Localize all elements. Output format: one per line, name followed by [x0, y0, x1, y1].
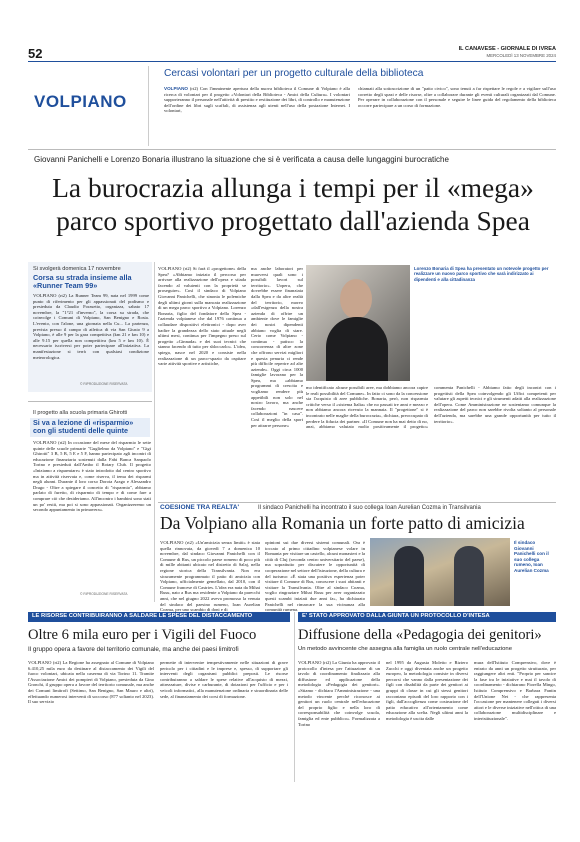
firefighters-bar-text: LE RISORSE CONTRIBUIRANNO A SALDARE LE SPESE DEL DISTACCAMENTO	[32, 613, 253, 619]
race-kicker: Si svolgerà domenica 17 novembre	[33, 266, 121, 272]
romania-caption: Il sindaco Giovanni Panichelli con il suo collega rumeno, Ioan Aurelian Cozma	[514, 540, 549, 573]
race-body: VOLPIANO (rt2) La Runner Team 99, nata nel 1999 come punto di riferimento per gli appassionati del podismo e presieduta da Claudio Forasetto, organizza, sabato 17 novembre, la "1°21 d'inverno", la corsa su strada, che coinvolge i Comuni di Volpiano, San Benigno e Rosta. L'evento, con l'alone, una giornata nella Cu... La partenza, prevista presso il campo di atletica di via San Giusto 9 a Volpiano, è alle 9 per la gara competitiva (km 21 e km 10) e alle 9.15 per quella non competitiva (km 5 e km 10). È necessario iscriversi per poter partecipare all'iniziativa. La manifestazione si terrà con qualsiasi condizione meteorologica.	[33, 293, 149, 360]
spea-caption: Lorenzo Bonaria di Spea ha presentato un notevole progetto per realizzare un nuovo parco sportivo che sarà indirizzato ai dipendenti e alla cittadinanza	[414, 266, 549, 282]
romania-top-rule	[158, 502, 556, 503]
person-left-icon	[394, 546, 424, 606]
romania-col1: VOLPIANO (rt2) «Un'amicizia senza limiti» è stata quella rinnovata, da giovedì 7 a domenica 10 novembre, dal sindaco Giovanni Panichelli con il Comune di Rus, un piccolo paese romeno di poco più di mille abitanti ubicato nel distretto di Salaj, nella regione storica della Transilvania. Non era sicuramente programmato il patto di amicizia con Volpiano, ufficialmente gemellato, dal 2010, con il Comune francese di Castries. L'idea era nata da Mihai Rusu, nato a Rus ma residente a Volpiano da parecchi anni, che nel giugno 2022 aveva promosso la venuta del sindaco del paesino rumeno, Ioan Aurelian Cozma, per uno scambio di doni e di	[160, 540, 260, 613]
main-headline-1: La burocrazia allunga i tempi per il «mega»	[52, 172, 534, 203]
firefighters-subtitle: Il gruppo opera a favore del territorio comunale, ma anche dei paesi limitrofi	[28, 646, 239, 653]
main-col3: mo identificato alcune possibili aree, ma dobbiamo ancora capire le reali possibilità del Comune». In fatto ci sono da la concessione sia l'acquisto di aree pubbliche. Bonaria, però, non risparmia critiche verso il «sistema Italia» che no passati tre anni e mezzo e non abbiamo ancora ricevuto la mannaia. Il "progettone" si è incontrato nelle maglie della burocrazia», dichiara, preoccupato di perdere la fiducia dei partner. «Il Comune non ha mai detto di no, anzi, abbiamo valutato molto positivamente il progetto» commenta Panichelli - Abbiamo fatto degli incontri con i progettisti della Spea coinvolgendo gli Uffici competenti per valutare gli aspetti tecnici e gli strumenti adatti alla realizzazione dell'opera. Come Amministrazione ne sosteniamo comunque la realizzazione del parco non sarebbe rivolta soltanto al personale dell'azienda, ma sarebbe una grande opportunità per tutto il territorio».	[306, 385, 556, 430]
top-story-rule	[28, 149, 556, 150]
top-story-tag: (rt2)	[189, 86, 199, 91]
race-title: Corsa su strada insieme alla «Runner Team 99»	[33, 273, 132, 291]
top-story-col2: chiamati alla sottoscrizione di un "patto civico", sono tenuti a far rispettare le regole e a vigilare sull'uso corretto degli spazi e delle risorse, oltre a collaborare durante gli eventi culturali organizzati dal Comune. Per operare in collaborazione con il personale e seguire le linee guida del regolamento della biblioteca occorre partecipare a un corso di formazione.	[358, 86, 556, 108]
parents-bar-text: E' STATO APPROVATO DALLA GIUNTA UN PROTOCOLLO D'INTESA	[302, 613, 490, 619]
main-headline-2: parco sportivo progettato dall'azienda Spea	[56, 205, 530, 236]
romania-col2: opinioni sui due diversi sistemi comunali. Ora è toccato al primo cittadino volpianese volare in Romania per visitare un castello, alcuni monasteri e la città di Cluj (seconda centro universitario del paese), ma soprattutto per discutere le opportunità di cooperazione nel settore dell'istruzione, della cultura e del turismo: «È stata una positiva esperienza poter visitare il Comune di Rus, conoscere i suoi abitanti e visitare la Transilvania. Oltre al sindaco Cozma, voglio ringraziare Mihai Rusu per aver organizzato questi scambi iniziati due anni fa», ha dichiarato Panichelli nel rimarcare la sua vicinanza alla comunità rumena.	[265, 540, 365, 613]
left-column-divider	[154, 262, 155, 602]
parents-col1: VOLPIANO (rt2) La Giunta ha approvato il protocollo d'intesa per l'attuazione di un tavolo di coordinamento finalizzato alla diffusione ed applicazione della metodologia «Pedagogia dei genitori». «Stiamo - dichiara l'Amministrazione - una metodo vincente perché riconosce ai genitori un ruolo centrale nell'educazione del proprio figlio e nella loro di corresponsabilità che coinvolge scuola, famiglia ed ente pubblico». Formalizzata a Torino	[298, 660, 380, 727]
spea-photo	[306, 265, 410, 381]
firefighters-title: Oltre 6 mila euro per i Vigili del Fuoco	[28, 627, 257, 643]
romania-kicker: COESIONE TRA REALTA'	[160, 504, 240, 511]
top-story-lead: VOLPIANO	[164, 86, 188, 91]
person-silhouette-icon	[340, 279, 372, 319]
race-credit: © RIPRODUZIONE RISERVATA	[80, 382, 128, 386]
issue-date: MERCOLEDÌ 13 NOVEMBRE 2024	[486, 53, 556, 58]
section-divider	[148, 66, 149, 146]
bottom-divider	[294, 612, 295, 782]
school-credit: © RIPRODUZIONE RISERVATA	[80, 592, 128, 596]
romania-kicker-sub: Il sindaco Panichelli ha incontrato il suo collega Ioan Aurelian Cozma in Transilvania	[258, 505, 481, 511]
page-number: 52	[28, 46, 43, 61]
main-col1: VOLPIANO (rt2) Si farà il «progettone» della Spea? «Abbiamo iniziato il percorso per arrivare alla realizzazione dell'opera e stiada facendo al valutenti con la proprietà se proseguire». Così il sindaco di Volpiano Giovanni Panichelli, che sinonia le polemiche degli ultimi giorni sulla mancata realizzazione di un mega parco sportivo a Volpiano. Lorenzo Bonaria, figlio del fondatore della Spea - l'azienda volpianese che dal 1976 continua a collaudare dispositivi elettronici - dopo aver badire la grandezza dello stato attuale negli ultimi mesi, continua per l'impegno preso sul progetto «Ginnada» e dei suoi tecnici che stanno facendo di tutto per sbloccarlo». L'idea, spiega, nasce nel 2020 e consiste nella realizzazione di un parco-spazio da ospitare varie attività sportive e artistiche,	[158, 266, 246, 367]
school-body: VOLPIANO (rt2) In occasione del mese del risparmio le sette quinte delle scuole primarie "Guglielmo da Volpiano" e "Gigi Ghirotti" 3 B, 5 B, 5 E e 5 F, hanno partecipato agli incontri di educazione finanziaria sostenuti dalla Fabi Banca Sanpaolo Torino e presieduti dall'Ambo il Rotary Club. Il progetto «Iniziamo a risparmiare» è stato introdotto dal centro sportivo ma in attività riservata e, come riserva, il tema dei risparmi negli alunni. Durante il loro corso Dorota Arago e Alessandro Drago - Oltre a spiegare il concetto di "risparmio", abbiamo parlato di furetto, di risparmio di tempo e di come fare a comprare ciò che desideriamo. All'incontro i bambini sono stati un po' restii, ma poi si sono appassionati. Organizzeremo un secondo appuntamento in primavera».	[33, 440, 151, 513]
school-kicker: Il progetto alla scuola primaria Ghirotti	[33, 410, 128, 416]
section-title: VOLPIANO	[34, 92, 127, 111]
firefighters-col2: permette di intervenire tempestivamente nelle situazioni di grave pericolo per i cittadini e le imprese e, spesso, di supportare gli interventi degli organismi pubblici preposti. Le risorse contribuiranno a saldare le spese relative all'acquisto di mezzi, attrezzature, divise e carburante, di dotazioni per l'ufficio e per i veicoli informatici, alla manutenzione ordinaria e straordinaria delle sede, al finanziamento dei corsi di formazione.	[160, 660, 288, 699]
school-title: Si va a lezione di «risparmio» con gli studenti delle quinte	[30, 418, 150, 437]
top-story-title: Cercasi volontari per un progetto culturale della biblioteca	[164, 68, 424, 79]
parents-subtitle: Un metodo avvincente che assegna alla famiglia un ruolo centrale nell'educazione	[298, 646, 512, 652]
parents-bar	[298, 612, 556, 622]
firefighters-col1: VOLPIANO (rt2) La Regione ha assegnato al Comune di Volpiano 6.410,25 mila euro da destinare al distaccamento dei Vigili del fuoco volontari, ubicata nella caserma di via Torino 11. Tramite l'Associazione Amici dei pompieri di Volpiano, presieduta da Gino Gronchi, il gruppo opera a favore del territorio comunale, ma anche dei Comuni limitrofi (Settimo, San Benigno, San Mauro e altri), effettuando numerosi interventi di soccorso (877 soltanto nel 2023). Il suo servizio	[28, 660, 154, 705]
main-kicker: Giovanni Panichelli e Lorenzo Bonaria illustrano la situazione che si è verificata a causa delle lungaggini burocratiche	[34, 155, 449, 164]
header-rule	[28, 61, 556, 62]
main-rule	[28, 401, 152, 402]
parents-col3: mura dell'Istituto Comprensivo, dove è entrato da anni un progetto strutturato, per raggiungere altri enti. "Proprio per sancire la fase tra le iniziative e mai il tavolo di coordinamento - dichiarano Fiorella Mingo, Istituto Comprensivo e Barbara Fantin dell'Unione Net - che rappresenta l'occasione per mantenere collegati i diversi attori e le diverse iniziative nell'ottica di una collaborazione multidisciplinare e interistituzionale".	[474, 660, 556, 721]
romania-photo	[370, 538, 510, 606]
parents-title: Diffusione della «Pedagogia dei genitori»	[298, 627, 542, 643]
person-body-icon	[326, 317, 388, 381]
top-story-col1	[164, 86, 350, 144]
firefighters-bar	[28, 612, 290, 622]
parents-col2: nel 1995 da Augusta Moletto e Riziero Zucchi e oggi diventata anche un progetto europeo, la metodologia consiste in diversi percorsi che vanno dalla presentazione dei figli con disabilità da parte dei genitori ai gruppi di classe in cui gli stessi genitori raccontano episodi del loro rapporto con i figli, dall'accoglienza come costruzione del patto educativo all'orientamento come educazione alla scelta. Negli ultimi anni la metodologia è uscita dalle	[386, 660, 468, 721]
person-right-icon	[454, 546, 484, 606]
main-col2: ma anche laboratori per muoversi quali sono i possibili lavori sul territorio». Uopera, che dovrebbe essere finanziata dalla Spea e da altre realtà del territorio, moreo «dall'esigenza della nostra azienda di offrire un ambiente dove le famiglie dei nostri dipendenti abbiano voglia di stare. Certo come Volpiano - continua - patisco la concorrenza di altre zone che offrono servizi migliori e questa penuria ci rende più difficile reperire ad alte aziende». Oggi circa 1000 famiglie lavorano per la Spea, ma «abbiamo programmi di crescita e vogliamo rendere più appetibili non solo nel nostro lavoro, ma anche facendo nascere collaborazioni "in casa". Così il meglio della sport per attrarre persone»	[251, 266, 303, 428]
romania-title: Da Volpiano alla Romania un forte patto di amicizia	[160, 513, 525, 533]
top-story-text1: Con l'imminente apertura della nuova biblioteca il Comune di Volpiano è alla ricerca di volontari per il progetto «Volontari della Biblioteca - Amici della Cultura». I volontari supporteranno il personale nell'attività di prestito e restituzione dei libri, di controllo e manutenzione dell'ordine dei libri sugli scaffali, di assistenza agli utenti nell'uso della postazione Internet. I volontari,	[164, 86, 350, 114]
paper-name: IL CANAVESE - GIORNALE DI IVREA	[458, 46, 556, 52]
